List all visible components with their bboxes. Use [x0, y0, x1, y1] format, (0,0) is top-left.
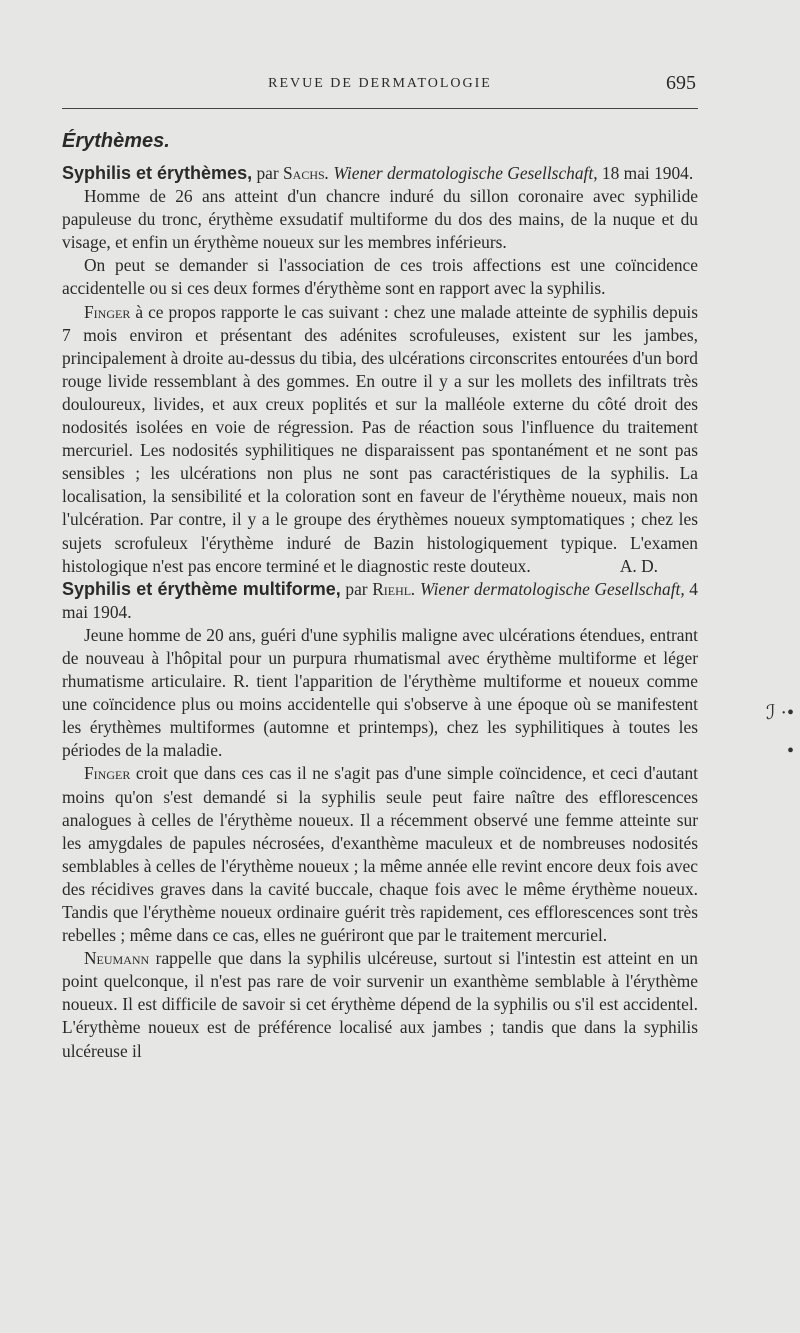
- section-title: Érythèmes.: [62, 130, 170, 152]
- article-title: Syphilis et érythèmes,: [62, 163, 253, 183]
- cited-author: Finger: [84, 301, 131, 322]
- paragraph-text: croit que dans ces cas il ne s'agit pas d'une simple coïncidence, et ceci d'autant moins qu'on s'est demandé si la syphilis seule peut faire naître des efflorescences analogues à celles de l'érythème noueux. Il a récemment observé une femme atteinte sur les amygdales de papules nécrosées, d'exanthème maculeux et de nombreuses nodosités semblables à celles de l'érythème noueux ; la même année elle revint encore deux fois avec des récidives graves dans la cavité buccale, chaque fois avec le même érythème noueux. Tandis que l'érythème noueux ordinaire guérit très rapidement, ces efflorescences sont très rebelles ; même dans ce cas, elles ne guériront que par le traitement mercuriel.: [62, 763, 698, 946]
- margin-ink-mark: ℐ ·•: [765, 702, 794, 724]
- paragraph: [62, 947, 698, 1062]
- paragraph: [62, 301, 698, 578]
- journal-title: REVUE DE DERMATOLOGIE: [268, 76, 492, 91]
- article-source: . Wiener dermatologische Gesellschaft,: [324, 163, 598, 183]
- page-body: [62, 122, 698, 1063]
- article-source: . Wiener dermatologische Gesellschaft,: [411, 578, 685, 599]
- header-rule: [62, 108, 698, 109]
- article-author: Sachs: [283, 163, 325, 183]
- cited-author: Neumann: [84, 948, 150, 969]
- margin-ink-dot: •: [786, 740, 794, 762]
- paragraph-text: à ce propos rapporte le cas suivant : chez une malade atteinte de syphilis depuis 7 mois environ et présentant des adénites scrofuleuses, existent sur les jambes, principalement à droite au-dessus du tibia, des ulcérations circonscrites entourées d'un bord rouge livide ressemblant à des gommes. En outre il y a sur les mollets des infiltrats très douloureux, livides, et aux creux poplités et sur la malléole externe du côté droit des nodosités isolées en voie de régression. Pas de réaction sous l'influence du traitement mercuriel. Les nodosités syphilitiques ne disparaissent pas spontanément et ne sont pas sensibles ; les ulcérations non plus ne sont pas caractéristiques de la syphilis. La localisation, la sensibilité et la coloration sont en faveur de l'érythème noueux, mais non l'ulcération. Par contre, il y a le groupe des érythèmes noueux symptomatiques ; chez les sujets scrofuleux l'érythème induré de Bazin histologiquement typique. L'examen histologique n'est pas encore terminé et le diagnostic reste douteux.: [62, 301, 698, 576]
- signature: A. D.: [619, 555, 658, 576]
- article-date: 4 mai 1904.: [62, 578, 699, 622]
- article-heading: [62, 162, 698, 185]
- paragraph: [62, 762, 698, 947]
- cited-author: Finger: [84, 763, 131, 784]
- paragraph: Homme de 26 ans atteint d'un chancre induré du sillon coronaire avec syphilide papuleuse du tronc, érythème exsudatif multiforme du dos des mains, de la nuque et du visage, et enfin un érythème noueux sur les membres inférieurs.: [62, 186, 698, 253]
- paragraph: Jeune homme de 20 ans, guéri d'une syphilis maligne avec ulcérations étendues, entrant de nouveau à l'hôpital pour un purpura rhumatismal avec érythème multiforme et léger rhumatisme articulaire. R. tient l'apparition de l'érythème multiforme et noueux comme une coïncidence plus ou moins accidentelle qui s'observe à une époque où se manifestent les érythèmes multiformes (automne et printemps), chez les syphilitiques à toutes les périodes de la maladie.: [62, 624, 698, 761]
- byline-par: par: [340, 578, 373, 599]
- byline-par: par: [252, 163, 283, 183]
- paragraph-text: rappelle que dans la syphilis ulcéreuse, surtout si l'intestin est atteint en un point quelconque, il n'est pas rare de voir survenir un exanthème semblable à l'érythème noueux. Il est difficile de savoir si cet érythème dépend de la syphilis ou s'il est accidentel. L'érythème noueux est de préférence localisé aux jambes ; tandis que dans la syphilis ulcéreuse il: [62, 948, 698, 1061]
- page-number: 695: [666, 72, 696, 94]
- article-title: Syphilis et érythème multiforme,: [62, 578, 341, 599]
- paragraph: On peut se demander si l'association de ces trois affections est une coïncidence accidentelle ou si ces deux formes d'érythème sont en rapport avec la syphilis.: [62, 255, 698, 299]
- article-author: Riehl: [372, 578, 412, 599]
- article-heading: [62, 578, 698, 624]
- article-date: 18 mai 1904.: [597, 163, 694, 183]
- running-header: [62, 72, 698, 102]
